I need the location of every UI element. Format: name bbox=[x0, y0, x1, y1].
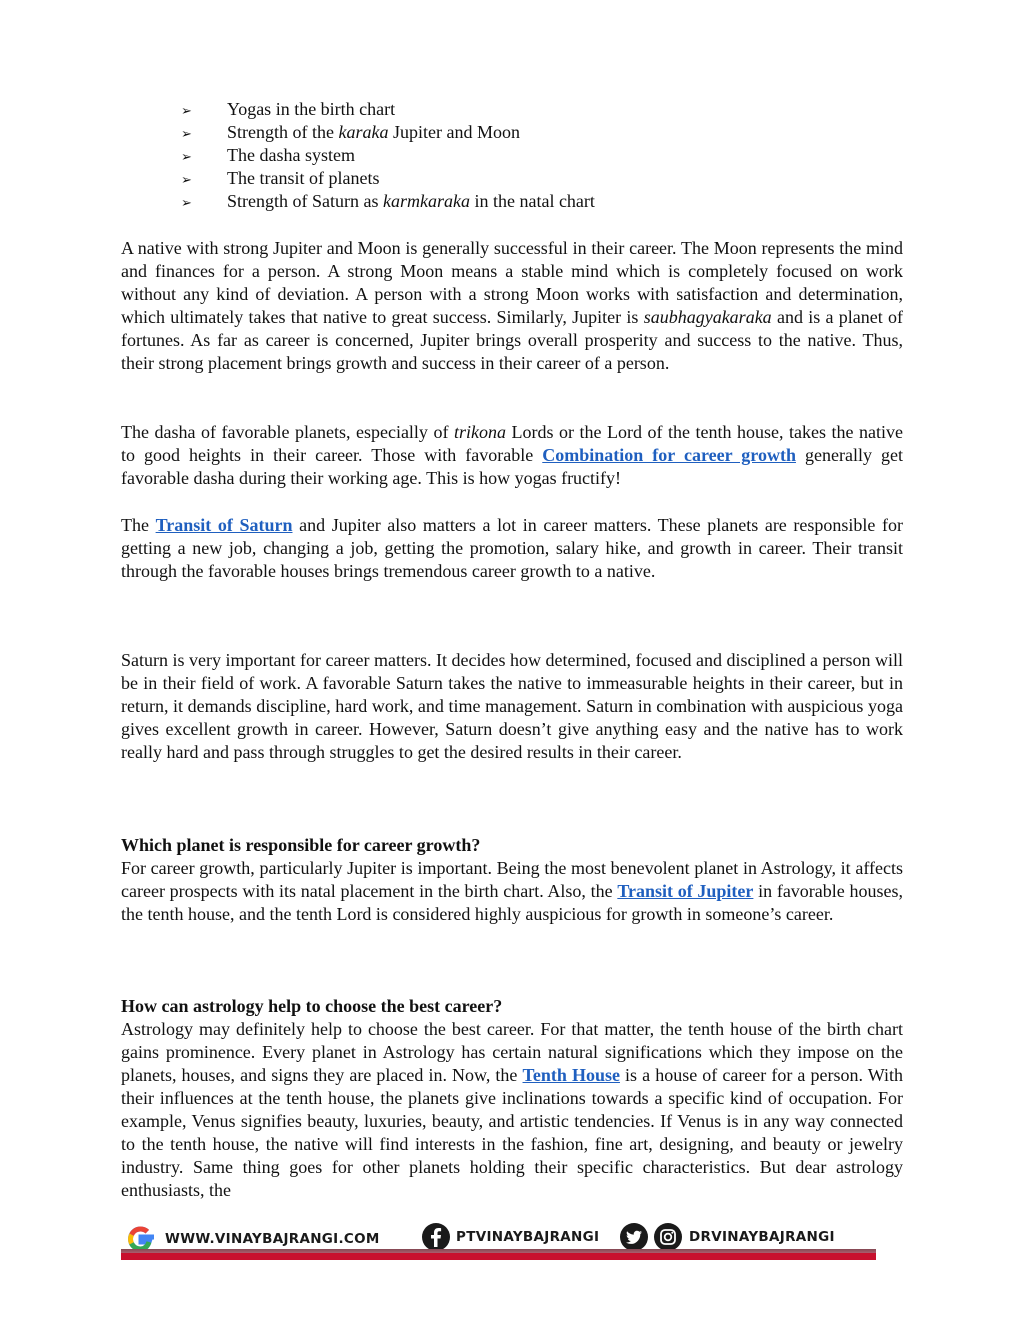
link-transit-of-saturn[interactable]: Transit of Saturn bbox=[155, 515, 293, 535]
link-combination-career-growth[interactable]: Combination for career growth bbox=[542, 445, 796, 465]
arrow-bullet-icon: ➢ bbox=[181, 103, 192, 118]
arrow-bullet-icon: ➢ bbox=[181, 126, 192, 141]
facebook-handle: PTVINAYBAJRANGI bbox=[456, 1229, 600, 1245]
instagram-icon bbox=[653, 1222, 683, 1252]
twitter-icon bbox=[619, 1222, 649, 1252]
bullet-item: ➢ The transit of planets bbox=[181, 167, 595, 190]
section-heading: How can astrology help to choose the best career? bbox=[121, 996, 503, 1016]
section-heading: Which planet is responsible for career growth? bbox=[121, 835, 481, 855]
bullet-item: ➢ Yogas in the birth chart bbox=[181, 98, 595, 121]
section-career-growth-planet: Which planet is responsible for career growth? For career growth, particularly Jupiter is important. Being the most benevolent planet in Astrology, it affects career prospects with its natal placement in the birth chart. Also, the Transit of Jupiter in favorable houses, the tenth house, and the tenth Lord is considered highly auspicious for growth in someone’s career. bbox=[121, 835, 903, 924]
link-tenth-house[interactable]: Tenth House bbox=[522, 1065, 620, 1085]
link-transit-of-jupiter[interactable]: Transit of Jupiter bbox=[617, 881, 754, 901]
footer-red-bar bbox=[121, 1249, 876, 1260]
paragraph-transit: The Transit of Saturn and Jupiter also matters a lot in career matters. These planets are responsible for getting a new job, changing a job, getting the promotion, salary hike, and growth in career. Their transit through the favorable houses brings tremendous career growth to a native. bbox=[121, 515, 903, 581]
paragraph-dasha: The dasha of favorable planets, especially of trikona Lords or the Lord of the tenth house, takes the native to good heights in their career. Those with favorable Combination for career growth generally get favorable dasha during their working age. This is how yogas fructify! bbox=[121, 422, 903, 488]
paragraph-jupiter-moon: A native with strong Jupiter and Moon is generally successful in their career. The Moon represents the mind and finances for a person. A strong Moon means a stable mind which is completely focused on work without any kind of deviation. A person with a strong Moon works with satisfaction and determination, which ultimately takes that native to great success. Similarly, Jupiter is saubhagyakaraka and is a planet of fortunes. As far as career is concerned, Jupiter brings overall prosperity and success to the native. Thus, their strong placement brings growth and success in their career of a person. bbox=[121, 238, 903, 373]
bullet-list bbox=[181, 98, 595, 213]
paragraph-saturn: Saturn is very important for career matters. It decides how determined, focused and disciplined a person will be in their field of work. A favorable Saturn takes the native to immeasurable heights in their career, but in return, it demands discipline, hard work, and time management. Saturn in combination with auspicious yoga gives excellent growth in career. However, Saturn doesn’t give anything easy and the native has to work really hard and pass through struggles to get the desired results in their career. bbox=[121, 650, 903, 762]
bullet-item: ➢ Strength of Saturn as karmkaraka in the natal chart bbox=[181, 190, 595, 213]
arrow-bullet-icon: ➢ bbox=[181, 195, 192, 210]
section-choose-best-career: How can astrology help to choose the best career? Astrology may definitely help to choose the best career. For that matter, the tenth house of the birth chart gains prominence. Every planet in Astrology has certain natural significations which they impose on the planets, houses, and signs they are placed in. Now, the Tenth House is a house of career for a person. With their influences at the tenth house, the planets give inclinations towards a specific kind of occupation. For example, Venus signifies beauty, luxuries, beauty, and artistic tendencies. If Venus is in any way connected to the tenth house, the native will find interests in the fashion, fine art, designing, and beauty or jewelry industry. Same thing goes for other planets holding their specific characteristics. But dear astrology enthusiasts, the bbox=[121, 996, 903, 1200]
bullet-item: ➢ Strength of the karaka Jupiter and Moon bbox=[181, 121, 595, 144]
website-url: WWW.VINAYBAJRANGI.COM bbox=[165, 1231, 380, 1247]
arrow-bullet-icon: ➢ bbox=[181, 149, 192, 164]
arrow-bullet-icon: ➢ bbox=[181, 172, 192, 187]
facebook-icon bbox=[421, 1222, 451, 1252]
social-handle: DRVINAYBAJRANGI bbox=[689, 1229, 835, 1245]
footer-banner bbox=[121, 1216, 876, 1260]
footer-social[interactable] bbox=[619, 1222, 835, 1252]
footer-facebook[interactable] bbox=[421, 1222, 599, 1252]
bullet-item: ➢ The dasha system bbox=[181, 144, 595, 167]
